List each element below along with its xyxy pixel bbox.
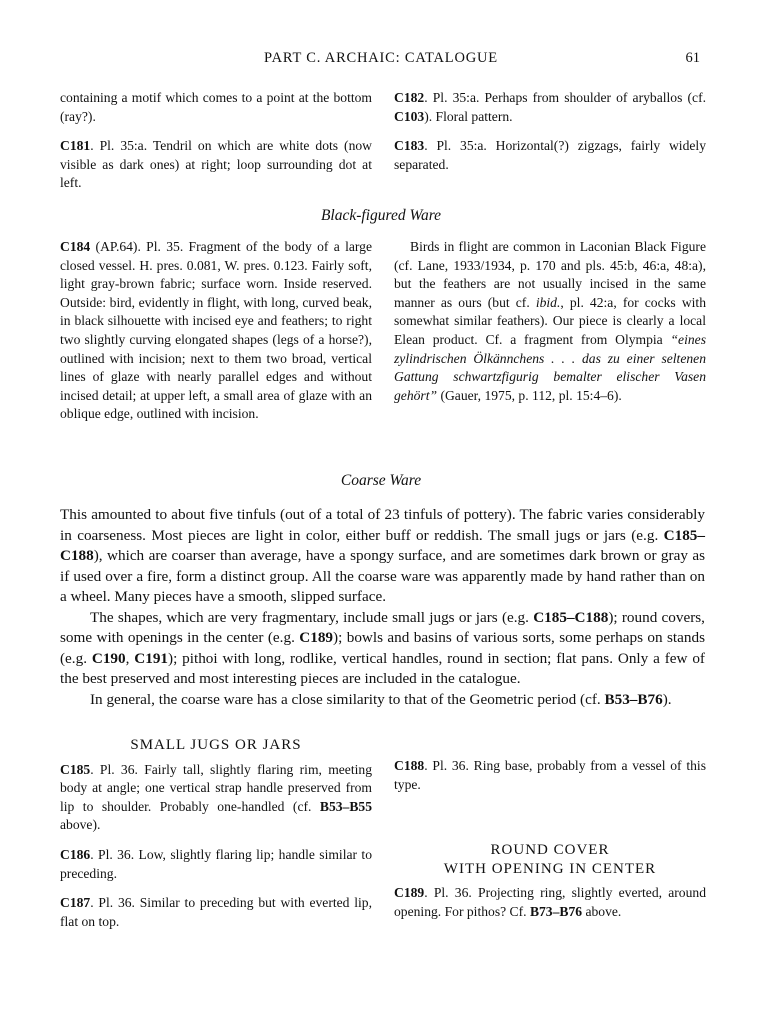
cross-ref: C190 bbox=[91, 649, 126, 667]
right-lower-column bbox=[394, 757, 706, 794]
continuation-paragraph: containing a motif which comes to a point at the bottom (ray?). bbox=[60, 90, 372, 124]
entry-text: . Pl. 35:a. Perhaps from shoulder of aryballos (cf. bbox=[424, 90, 706, 105]
text: In general, the coarse ware has a close similarity to that of the Geometric period (cf. bbox=[90, 690, 605, 708]
entry-c182 bbox=[394, 89, 706, 126]
top-right-column bbox=[394, 89, 706, 174]
subheading-small-jugs: SMALL JUGS OR JARS bbox=[130, 737, 302, 753]
running-header-title: PART C. ARCHAIC: CATALOGUE bbox=[264, 50, 498, 66]
page-number: 61 bbox=[685, 50, 700, 66]
entry-c189 bbox=[394, 884, 706, 921]
entry-id: C189 bbox=[394, 885, 425, 901]
cross-ref: B53–B55 bbox=[319, 798, 372, 814]
entry-c181 bbox=[60, 137, 372, 193]
top-left-column bbox=[60, 89, 372, 193]
commentary-text: Birds in flight are common in Laconian Black Figure (cf. Lane, 1933/1934, p. 170 and pls. 45:b, 46:a, 48:a), but the feathers are not usually incised in the same manner as ours (but cf. bbox=[394, 239, 706, 310]
coarse-paragraph-1 bbox=[60, 505, 705, 608]
entry-id: C188 bbox=[394, 758, 425, 773]
subheading-round-cover-line2: WITH OPENING IN CENTER bbox=[443, 860, 657, 877]
entry-id: C182 bbox=[394, 90, 425, 105]
entry-id: C184 bbox=[60, 239, 91, 254]
small-jugs-column bbox=[60, 736, 372, 931]
entry-id: C187 bbox=[60, 895, 91, 911]
entry-tail: above). bbox=[60, 817, 101, 833]
text: This amounted to about five tinfuls (out of a total of 23 tinfuls of pottery). The fabric varies considerably in coarseness. Most pieces are light in color, either buff or reddish. The small jugs or jars (e.g. bbox=[60, 506, 705, 544]
coarse-paragraph-3 bbox=[60, 690, 705, 711]
entry-text: . Pl. 36. Fairly tall, slightly flaring rim, meeting body at angle; one vertical strap handle preserved from lip to shoulder. Probably one-handled (cf. bbox=[60, 761, 372, 814]
entry-c188 bbox=[394, 757, 706, 794]
running-header bbox=[0, 50, 762, 72]
cross-ref: B53–B76 bbox=[604, 690, 663, 708]
entry-tail: above. bbox=[582, 903, 622, 919]
subheading-round-cover-line1: ROUND COVER bbox=[490, 842, 610, 858]
text: The shapes, which are very fragmentary, include small jugs or jars (e.g. bbox=[90, 608, 534, 626]
entry-tail: ). Floral pattern. bbox=[424, 108, 513, 124]
commentary-text-2: , pl. 42:a, for cocks with somewhat similar feathers). Our piece is clearly a local Elean product. Cf. a fragment from Olympia bbox=[394, 294, 706, 347]
entry-text: (AP.64). Pl. 35. Fragment of the body of a large closed vessel. H. pres. 0.081, W. pres. 0.123. Fairly soft, light gray-brown fabric; surface worn. Inside reserved. Outside: bird, evidently in flight, with long, curved beak, in black silhouette with incised eye and feathers; to right two slightly curving elongated shapes (legs of a horse?), outlined with incision; next to them two broad, vertical lines of glaze with nearly parallel edges and without incised detail; at upper left, a small area of glaze with an oblique edge, outlined with incision. bbox=[60, 239, 372, 422]
cross-ref: C189 bbox=[299, 629, 334, 646]
text: ). bbox=[662, 690, 672, 708]
commentary-text-3: (Gauer, 1975, p. 112, pl. 15:4–6). bbox=[437, 387, 622, 403]
entry-text: . Pl. 35:a. Tendril on which are white dots (now visible as dark ones) at right; loop surrounding dot at left. bbox=[60, 138, 372, 191]
entry-id: C185 bbox=[60, 761, 91, 777]
text: ), which are coarser than average, have a spongy surface, and are sometimes dark brown or gray as if used over a fire, form a distinct group. All the coarse ware was apparently made by hand rather than on a wheel. Many pieces have a smooth, slipped surface. bbox=[60, 547, 705, 605]
coarse-paragraph-2 bbox=[60, 608, 705, 690]
cross-ref: C185–C188 bbox=[60, 526, 705, 564]
black-figured-right-column bbox=[394, 238, 706, 405]
cross-ref: C185–C188 bbox=[533, 608, 609, 626]
cross-ref: C191 bbox=[134, 649, 169, 667]
entry-text: . Pl. 36. Ring base, probably from a vessel of this type. bbox=[394, 758, 706, 792]
entry-id: C183 bbox=[394, 138, 425, 154]
entry-id: C181 bbox=[60, 138, 91, 154]
cross-ref: C103 bbox=[394, 108, 425, 124]
black-figured-left-column bbox=[60, 238, 372, 424]
entry-c183 bbox=[394, 137, 706, 174]
entry-id: C186 bbox=[60, 846, 91, 862]
entry-c186 bbox=[60, 846, 372, 883]
coarse-ware-body bbox=[60, 505, 705, 710]
entry-text: . Pl. 36. Projecting ring, slightly everted, around opening. For pithos? Cf. bbox=[394, 885, 706, 919]
entry-text: . Pl. 36. Low, slightly flaring lip; handle similar to preceding. bbox=[60, 846, 372, 881]
text: , bbox=[125, 649, 135, 667]
ibid-ref: ibid. bbox=[535, 294, 561, 310]
entry-c184 bbox=[60, 238, 372, 424]
text: ); bowls and basins of various sorts, some perhaps on stands (e.g. bbox=[60, 629, 705, 667]
entry-c187 bbox=[60, 894, 372, 931]
entry-text: . Pl. 36. Similar to preceding but with everted lip, flat on top. bbox=[60, 895, 372, 929]
text: ); pithoi with long, rodlike, vertical handles, round in section; flat pans. Only a few of the best preserved and most interesting pieces are included in the catalogue. bbox=[60, 649, 705, 687]
round-cover-column bbox=[394, 841, 706, 921]
entry-text: . Pl. 35:a. Horizontal(?) zigzags, fairly widely separated. bbox=[394, 138, 706, 172]
german-quote: “eines zylindrischen Ölkännchens . . . das zu einer seltenen Gattung schwartzfigurig bemalter elischer Vasen gehört” bbox=[394, 331, 706, 403]
commentary-paragraph bbox=[394, 238, 706, 405]
cross-ref: B73–B76 bbox=[529, 903, 583, 919]
section-heading-coarse: Coarse Ware bbox=[340, 472, 422, 489]
text: ); round covers, some with openings in the center (e.g. bbox=[60, 608, 705, 646]
section-heading-black-figured: Black-figured Ware bbox=[320, 207, 442, 224]
entry-c185 bbox=[60, 761, 372, 835]
